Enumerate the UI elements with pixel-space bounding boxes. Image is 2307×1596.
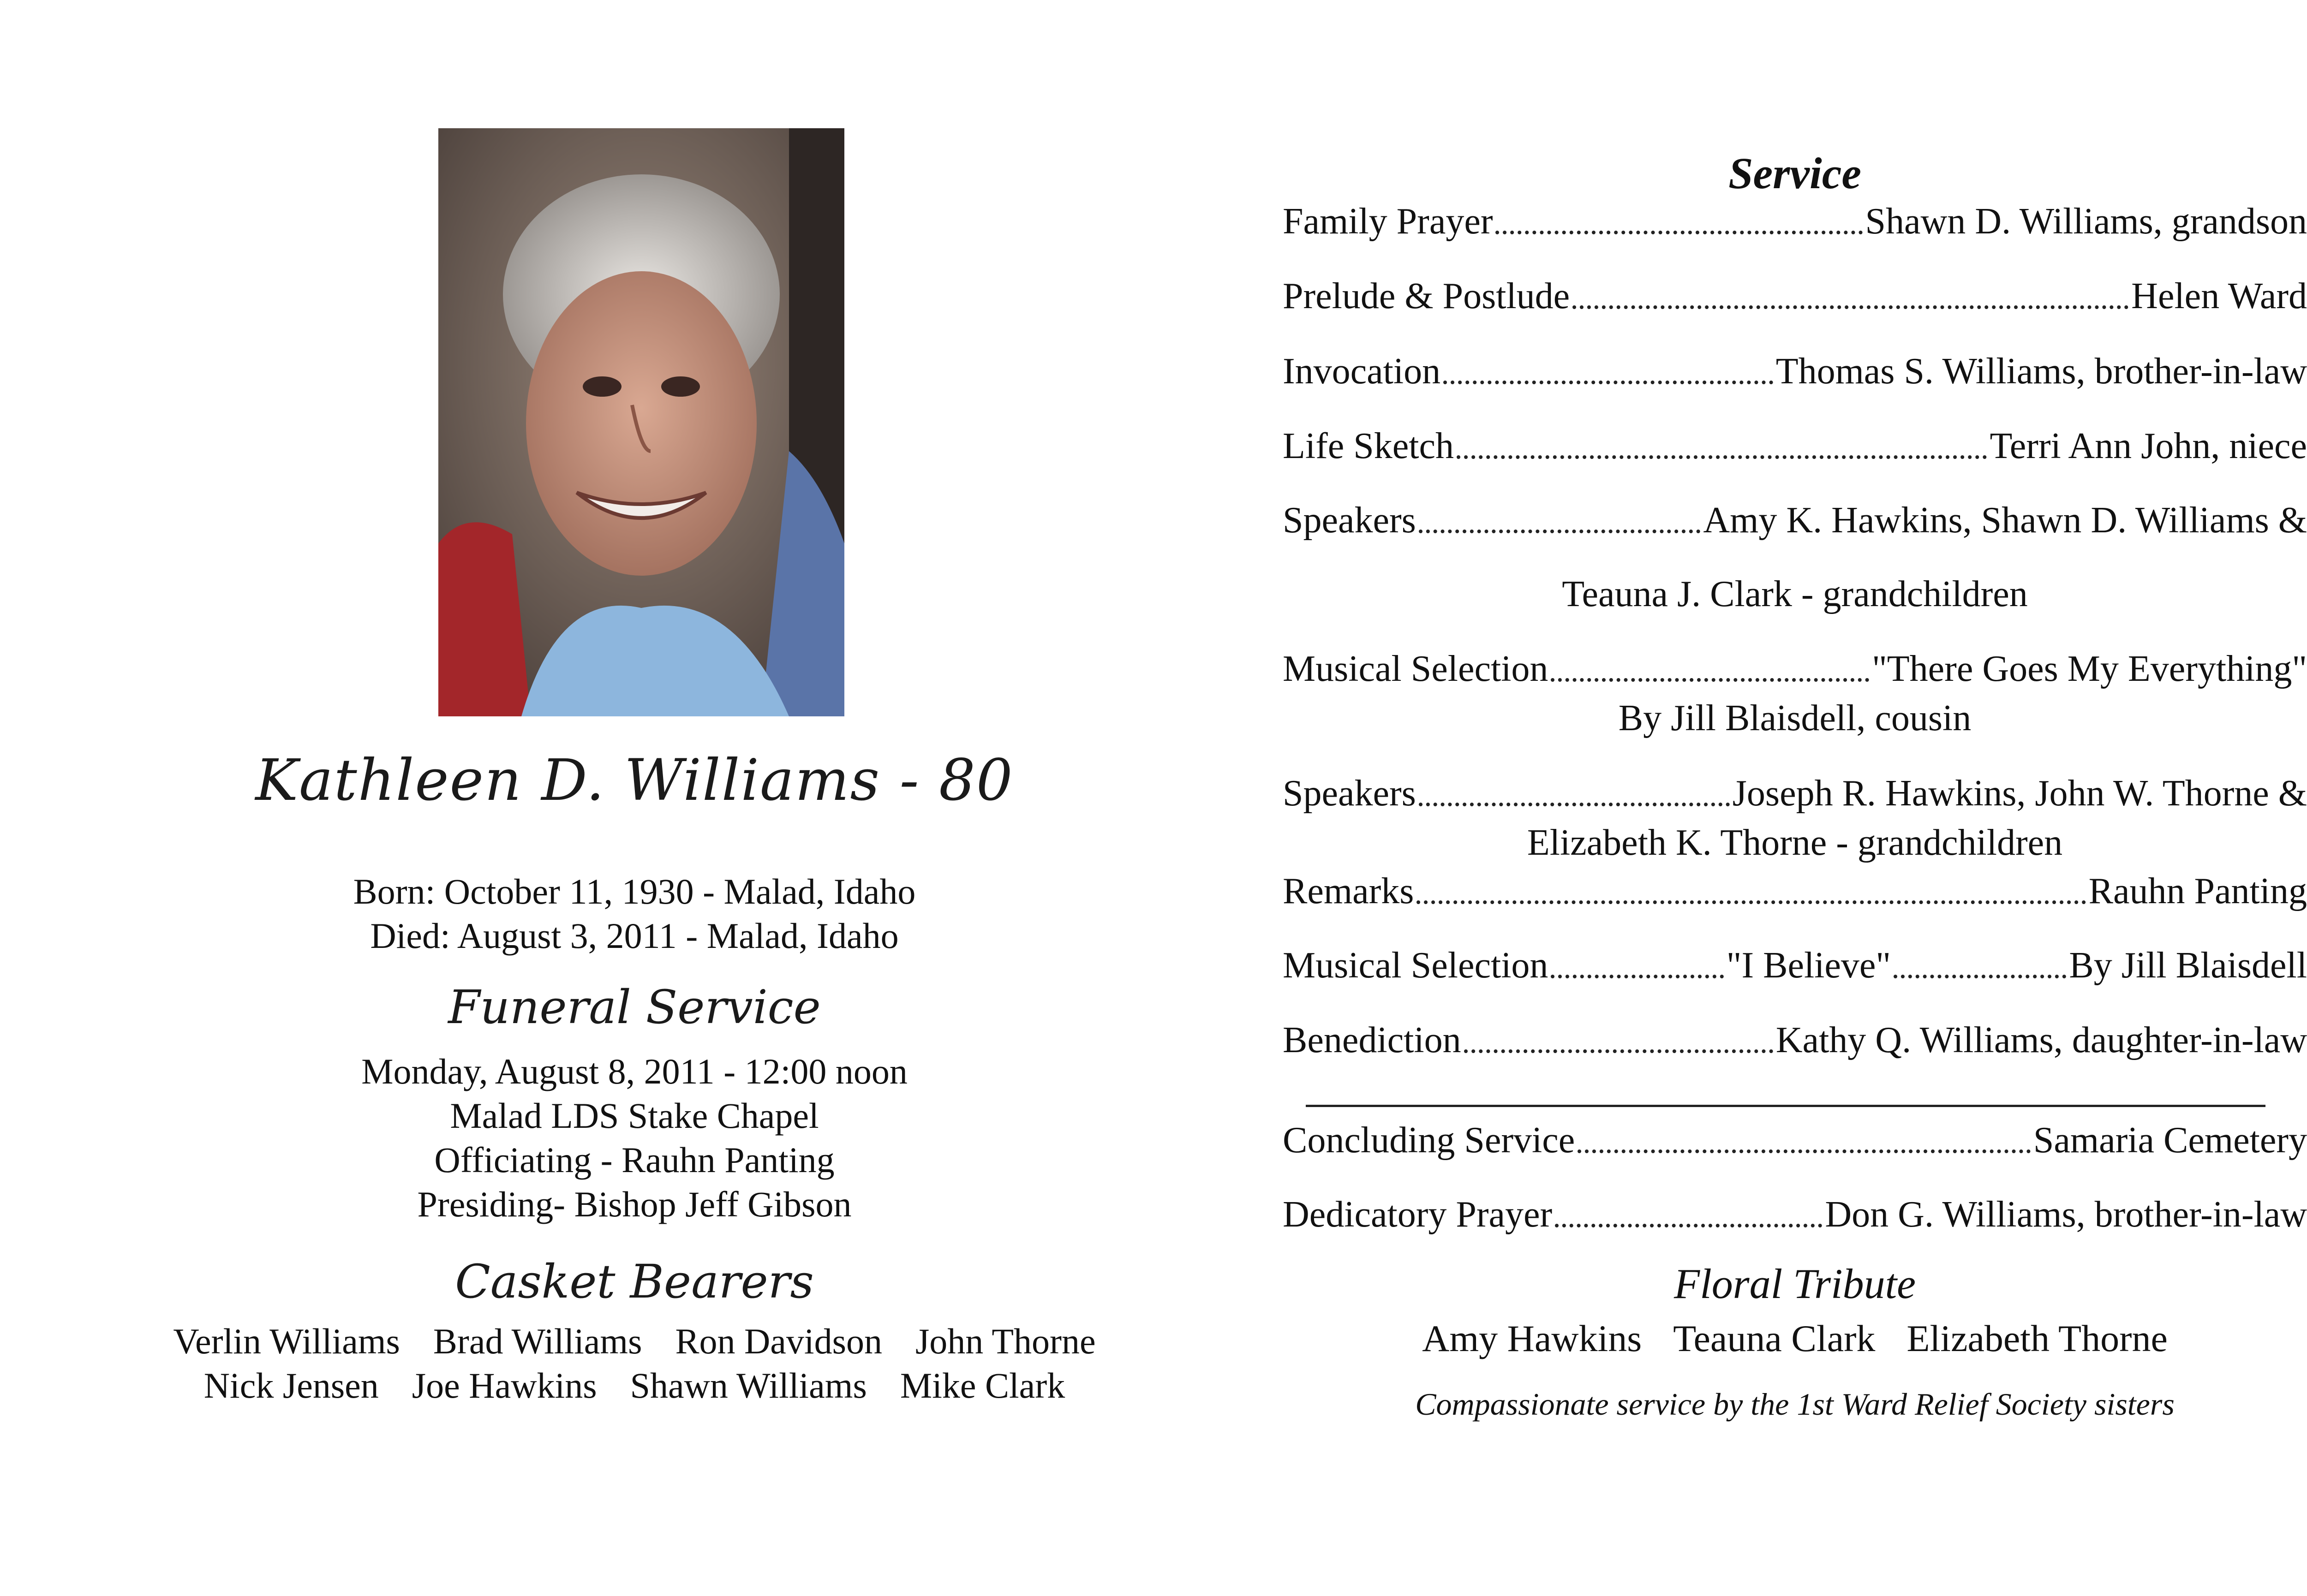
dot-leader — [1578, 1140, 2031, 1153]
row-value: Terri Ann John, niece — [1990, 426, 2307, 466]
row-value: Don G. Williams, brother-in-law — [1825, 1194, 2307, 1235]
dot-leader — [1495, 221, 1862, 234]
compassionate-service-note: Compassionate service by the 1st Ward Relief Society sisters — [1415, 1387, 2175, 1422]
vital-dates — [92, 869, 1177, 958]
bearers-row — [92, 1364, 1177, 1408]
floral-tribute-names — [1273, 1317, 2307, 1360]
section-divider — [1306, 1105, 2265, 1107]
row-value: Kathy Q. Williams, daughter-in-law — [1775, 1020, 2307, 1060]
bearer-name: Mike Clark — [900, 1365, 1065, 1405]
row-value: Thomas S. Williams, brother-in-law — [1775, 351, 2307, 392]
bearers-row — [92, 1319, 1177, 1364]
prelude-row — [1283, 275, 2307, 317]
dot-leader — [1551, 669, 1869, 682]
life-sketch-row — [1283, 425, 2307, 467]
bearer-name: Shawn Williams — [630, 1365, 867, 1405]
funeral-date-line: Monday, August 8, 2011 - 12:00 noon — [361, 1051, 908, 1091]
born-line: Born: October 11, 1930 - Malad, Idaho — [353, 871, 916, 911]
funeral-service-heading: Funeral Service — [448, 980, 821, 1034]
row-label: Prelude & Postlude — [1283, 276, 1570, 316]
portrait-image — [438, 128, 844, 716]
row-value: Amy K. Hawkins, Shawn D. Williams & — [1703, 500, 2307, 541]
invocation-row — [1283, 351, 2307, 393]
bearer-name: John Thorne — [915, 1321, 1096, 1361]
left-panel — [92, 0, 1177, 1596]
floral-name: Teauna Clark — [1673, 1317, 1876, 1359]
speakers-continuation: Elizabeth K. Thorne - grandchildren — [1527, 822, 2063, 863]
row-label: Remarks — [1283, 871, 1414, 911]
concluding-service-row — [1283, 1120, 2307, 1161]
row-label: Life Sketch — [1283, 426, 1454, 466]
died-line: Died: August 3, 2011 - Malad, Idaho — [370, 916, 899, 956]
floral-name: Elizabeth Thorne — [1907, 1317, 2168, 1359]
speakers-row — [1283, 773, 2307, 815]
dot-leader — [1416, 891, 2086, 904]
funeral-location-line: Malad LDS Stake Chapel — [450, 1096, 819, 1136]
dot-leader — [1572, 296, 2128, 309]
row-label: Speakers — [1283, 773, 1416, 814]
row-value: By Jill Blaisdell — [2069, 945, 2307, 986]
row-label: Speakers — [1283, 500, 1416, 541]
bearer-name: Nick Jensen — [203, 1365, 379, 1405]
row-value: Shawn D. Williams, grandson — [1865, 201, 2307, 242]
row-label: Invocation — [1283, 351, 1441, 392]
musical-selection-row — [1283, 945, 2307, 987]
bearer-name: Brad Williams — [433, 1321, 642, 1361]
row-label: Dedicatory Prayer — [1283, 1194, 1553, 1235]
row-label: Concluding Service — [1283, 1120, 1575, 1161]
dot-leader — [1457, 446, 1987, 459]
floral-tribute-heading: Floral Tribute — [1674, 1260, 1916, 1307]
dot-leader — [1464, 1040, 1773, 1053]
floral-name: Amy Hawkins — [1422, 1317, 1642, 1359]
dot-leader — [1419, 793, 1730, 806]
dedicatory-prayer-row — [1283, 1194, 2307, 1236]
song-title: "I Believe" — [1726, 945, 1891, 986]
speakers-continuation: Teauna J. Clark - grandchildren — [1562, 574, 2028, 614]
deceased-name: Kathleen D. Williams - 80 — [255, 747, 1014, 814]
musical-selection-row — [1283, 648, 2307, 690]
dot-leader — [1443, 371, 1773, 384]
remarks-row — [1283, 870, 2307, 912]
bearer-name: Joe Hawkins — [412, 1365, 597, 1405]
portrait-photo — [438, 128, 844, 716]
presiding-line: Presiding- Bishop Jeff Gibson — [417, 1184, 852, 1224]
family-prayer-row — [1283, 201, 2307, 243]
bearer-name: Verlin Williams — [173, 1321, 400, 1361]
row-value: Samaria Cemetery — [2033, 1120, 2307, 1161]
benediction-row — [1283, 1019, 2307, 1061]
row-value: Joseph R. Hawkins, John W. Thorne & — [1732, 773, 2307, 814]
row-value: Helen Ward — [2131, 276, 2307, 316]
casket-bearers-heading: Casket Bearers — [455, 1255, 814, 1309]
row-label: Benediction — [1283, 1020, 1461, 1060]
speakers-row — [1283, 500, 2307, 542]
officiating-line: Officiating - Rauhn Panting — [434, 1140, 835, 1180]
row-value: Rauhn Panting — [2088, 871, 2307, 911]
funeral-details — [92, 1049, 1177, 1227]
row-label: Musical Selection — [1283, 945, 1548, 986]
row-value: "There Goes My Everything" — [1872, 649, 2307, 689]
bearer-name: Ron Davidson — [675, 1321, 882, 1361]
right-panel — [1273, 0, 2307, 1596]
musical-performer: By Jill Blaisdell, cousin — [1618, 698, 1972, 738]
row-label: Musical Selection — [1283, 649, 1548, 689]
dot-leader — [1555, 1215, 1822, 1227]
dot-leader — [1551, 965, 1723, 978]
service-heading: Service — [1728, 149, 1861, 198]
dot-leader — [1419, 520, 1701, 533]
row-label: Family Prayer — [1283, 201, 1493, 242]
dot-leader — [1894, 965, 2066, 978]
casket-bearers-list — [92, 1319, 1177, 1408]
